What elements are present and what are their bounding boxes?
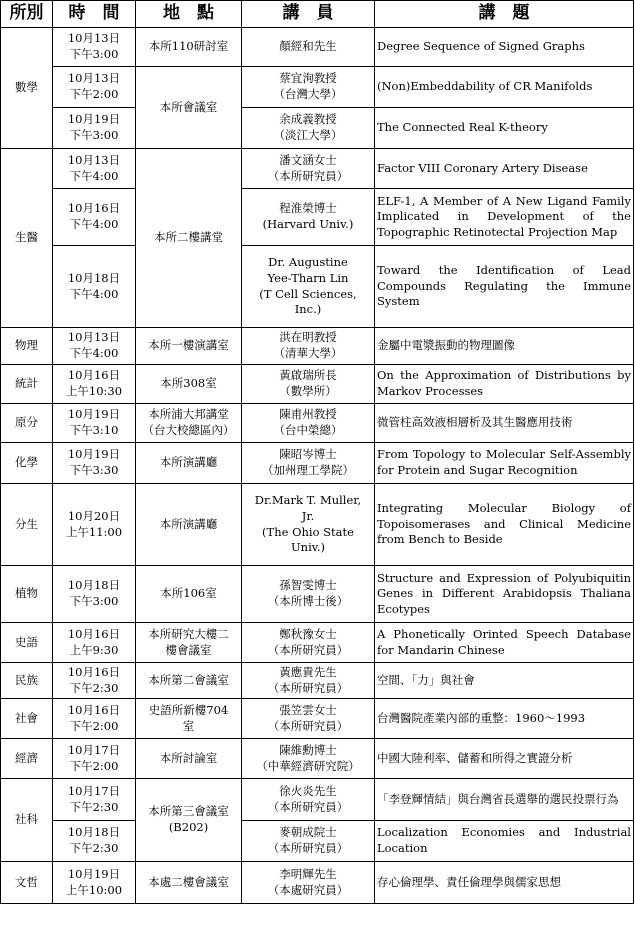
header-dept: 所別 (1, 1, 53, 28)
speaker-cell (242, 404, 375, 443)
text-line: （本所研究員） (267, 718, 349, 733)
text-line: 史語所新樓704 (148, 702, 229, 717)
title-cell: 存心倫理學、責任倫理學與儒家思想 (375, 862, 634, 904)
header-time: 時 間 (53, 1, 136, 28)
place-cell (136, 149, 242, 328)
text-line: 本所二樓講堂 (154, 230, 223, 245)
table-row (1, 67, 634, 108)
text-line: Dr. Augustine (268, 255, 348, 270)
table-row (1, 28, 634, 67)
time-cell (53, 566, 136, 623)
title-cell: 台灣醫院產業內部的重整：1960～1993 (375, 699, 634, 739)
dept-cell: 史語 (1, 623, 53, 663)
text-line: 下午4:00 (69, 286, 119, 301)
text-line: 10月19日 (67, 407, 121, 422)
text-line: 麥朝成院士 (279, 825, 337, 840)
dept-cell: 社會 (1, 699, 53, 739)
title-cell: The Connected Real K-theory (375, 108, 634, 149)
text-line: 徐火炎先生 (279, 783, 337, 798)
place-cell (136, 484, 242, 566)
text-line: 黃啟瑞所長 (279, 368, 337, 383)
text-line: 本所第三會議室 (148, 804, 229, 819)
text-line: 陳昭岑博士 (279, 447, 337, 462)
speaker-cell (242, 484, 375, 566)
text-line: (T Cell Sciences, (259, 286, 357, 301)
text-line: (B202) (168, 820, 209, 834)
text-line: 孫智雯博士 (279, 578, 337, 593)
text-line: 10月17日 (67, 783, 121, 798)
text-line: （本所研究員） (267, 841, 349, 855)
speaker-cell (242, 189, 375, 246)
table-row (1, 365, 634, 404)
title-cell: A Phonetically Orinted Speech Database for Mandarin Chinese (375, 623, 634, 663)
text-line: 10月13日 (67, 31, 121, 46)
text-line: 本所演講廳 (159, 455, 218, 470)
text-line: Yee-Tharn Lin (267, 270, 349, 285)
time-cell (53, 739, 136, 779)
time-cell (53, 149, 136, 189)
text-line: 下午2:00 (69, 758, 119, 773)
time-cell (53, 328, 136, 365)
table-row (1, 739, 634, 779)
speaker-cell (242, 663, 375, 699)
title-cell: On the Approximation of Distributions by Markov Processes (375, 365, 634, 404)
place-cell (136, 699, 242, 739)
place-cell (136, 28, 242, 67)
speaker-cell (242, 108, 375, 149)
title-cell: 微管柱高效液相層析及其生醫應用技術 (375, 404, 634, 443)
place-cell (136, 779, 242, 862)
title-cell: Integrating Molecular Biology of Topoisomerases and Clinical Medicine from Bench to Beside (375, 484, 634, 566)
dept-cell: 物理 (1, 328, 53, 365)
text-line: 鄭秋豫女士 (279, 626, 337, 641)
text-line: 下午3:00 (69, 47, 119, 61)
text-line: 下午3:00 (69, 594, 119, 608)
place-cell (136, 739, 242, 779)
time-cell (53, 663, 136, 699)
text-line: 10月20日 (67, 508, 121, 523)
text-line: 10月16日 (67, 664, 121, 679)
text-line: 下午2:30 (69, 680, 119, 695)
text-line: 樓會議室 (165, 642, 212, 657)
place-cell (136, 365, 242, 404)
text-line: 10月16日 (67, 201, 121, 216)
place-cell (136, 443, 242, 484)
text-line: 10月18日 (67, 825, 121, 840)
title-cell: 中國大陸利率、儲蓄和所得之實證分析 (375, 739, 634, 779)
speaker-cell (242, 566, 375, 623)
text-line: 余成義教授 (279, 112, 337, 127)
text-line: 潘文涵女士 (279, 152, 337, 167)
title-cell: 空間、「力」與社會 (375, 663, 634, 699)
place-cell (136, 862, 242, 904)
time-cell (53, 699, 136, 739)
text-line: 下午2:30 (69, 799, 119, 814)
text-line: 下午4:00 (69, 168, 119, 183)
dept-cell: 原分 (1, 404, 53, 443)
text-line: 蔡宜洵教授 (279, 71, 337, 86)
speaker-cell (242, 246, 375, 328)
time-cell (53, 821, 136, 862)
text-line: 本所討論室 (159, 750, 218, 765)
dept-cell: 植物 (1, 566, 53, 623)
speaker-cell (242, 443, 375, 484)
text-line: 10月19日 (67, 866, 121, 881)
text-line: 本所308室 (160, 376, 217, 391)
text-line: 10月19日 (67, 112, 121, 127)
text-line: 下午2:30 (69, 841, 119, 855)
speaker-cell (242, 821, 375, 862)
speaker-cell (242, 862, 375, 904)
text-line: 下午3:00 (69, 128, 119, 142)
text-line: 上午11:00 (65, 524, 123, 539)
table-row (1, 821, 634, 862)
text-line: （淡江大學） (273, 128, 343, 142)
table-row (1, 404, 634, 443)
title-cell: Localization Economies and Industrial Location (375, 821, 634, 862)
title-cell: (Non)Embeddability of CR Manifolds (375, 67, 634, 108)
text-line: 陳甫州教授 (279, 407, 337, 422)
dept-cell: 民族 (1, 663, 53, 699)
text-line: 上午10:00 (65, 882, 123, 897)
text-line: （加州理工學院） (262, 463, 354, 477)
speaker-cell (242, 28, 375, 67)
time-cell (53, 365, 136, 404)
dept-cell: 生醫 (1, 149, 53, 328)
text-line: 上午10:30 (65, 384, 123, 398)
table-row (1, 623, 634, 663)
title-cell: Factor VIII Coronary Artery Disease (375, 149, 634, 189)
dept-cell: 統計 (1, 365, 53, 404)
title-cell: Structure and Expression of Polyubiquitin Genes in Different Arabidopsis Thaliana Ecotypes (375, 566, 634, 623)
text-line: （本所研究員） (267, 642, 349, 657)
time-cell (53, 404, 136, 443)
table-row (1, 328, 634, 365)
table-row (1, 779, 634, 821)
text-line: 張笠雲女士 (279, 702, 337, 717)
table-row (1, 862, 634, 904)
table-row (1, 699, 634, 739)
text-line: 10月16日 (67, 702, 121, 717)
text-line: 本所浦大邦講堂 (148, 407, 229, 422)
text-line: 10月13日 (67, 152, 121, 167)
speaker-cell (242, 365, 375, 404)
text-line: 顏經和先生 (279, 39, 337, 54)
speaker-cell (242, 328, 375, 365)
place-cell (136, 404, 242, 443)
text-line: 本所會議室 (159, 99, 218, 114)
text-line: Inc.) (294, 302, 322, 317)
text-line: （數學所） (279, 384, 337, 398)
text-line: 10月17日 (67, 742, 121, 757)
text-line: (Harvard Univ.) (262, 217, 354, 231)
text-line: （本所博士後） (267, 594, 349, 608)
title-cell: Toward the Identification of Lead Compounds Regulating the Immune System (375, 246, 634, 328)
speaker-cell (242, 67, 375, 108)
time-cell (53, 862, 136, 904)
table-row (1, 484, 634, 566)
text-line: 10月18日 (67, 270, 121, 285)
speaker-cell (242, 739, 375, 779)
table-row (1, 149, 634, 189)
text-line: （中華經濟研究院） (256, 758, 360, 773)
text-line: 本所106室 (160, 586, 217, 601)
dept-cell: 經濟 (1, 739, 53, 779)
text-line: 本處二樓會議室 (148, 874, 229, 889)
dept-cell: 化學 (1, 443, 53, 484)
text-line: （台大校總區內） (142, 423, 235, 437)
time-cell (53, 484, 136, 566)
text-line: （本所研究員） (267, 799, 349, 814)
dept-cell: 社科 (1, 779, 53, 862)
text-line: 本所研究大樓二 (148, 626, 229, 641)
header-place: 地 點 (136, 1, 242, 28)
title-cell: From Topology to Molecular Self-Assembly for Protein and Sugar Recognition (375, 443, 634, 484)
title-cell: ELF-1, A Member of A New Ligand Family Implicated in Development of the Topographic Retinotectal Projection Map (375, 189, 634, 246)
table-row (1, 663, 634, 699)
text-line: 室 (182, 718, 195, 733)
text-line: Dr.Mark T. Muller, (254, 493, 362, 508)
header-speaker: 講 員 (242, 1, 375, 28)
speaker-cell (242, 699, 375, 739)
text-line: 10月16日 (67, 368, 121, 383)
place-cell (136, 623, 242, 663)
speaker-cell (242, 149, 375, 189)
text-line: 10月13日 (67, 71, 121, 86)
dept-cell: 數學 (1, 28, 53, 149)
time-cell (53, 28, 136, 67)
text-line: 黃應貴先生 (279, 664, 337, 679)
table-row (1, 108, 634, 149)
header-row (1, 1, 634, 28)
schedule-body (1, 28, 634, 904)
text-line: Jr. (301, 508, 315, 523)
dept-cell: 文哲 (1, 862, 53, 904)
place-cell (136, 328, 242, 365)
text-line: 下午2:00 (69, 87, 119, 101)
text-line: 本所一樓演講室 (148, 338, 229, 353)
time-cell (53, 623, 136, 663)
text-line: （台灣大學） (273, 87, 343, 101)
title-cell: Degree Sequence of Signed Graphs (375, 28, 634, 67)
time-cell (53, 443, 136, 484)
time-cell (53, 108, 136, 149)
text-line: 本所演講廳 (159, 516, 218, 531)
text-line: 下午3:10 (69, 423, 119, 437)
text-line: 10月16日 (67, 626, 121, 641)
text-line: （清華大學） (273, 346, 343, 360)
text-line: 10月13日 (67, 330, 121, 345)
text-line: 陳維勳博士 (279, 742, 337, 757)
text-line: 洪在明教授 (279, 330, 337, 345)
time-cell (53, 189, 136, 246)
text-line: （本所研究員） (267, 680, 349, 695)
table-row (1, 443, 634, 484)
table-row (1, 246, 634, 328)
text-line: 李明輝先生 (279, 866, 337, 881)
header-title: 講 題 (375, 1, 634, 28)
text-line: Univ.) (290, 540, 326, 555)
text-line: 本所110研討室 (148, 39, 229, 54)
table-row (1, 566, 634, 623)
place-cell (136, 663, 242, 699)
text-line: （台中榮總） (273, 423, 343, 437)
time-cell (53, 779, 136, 821)
text-line: 下午3:30 (69, 463, 119, 477)
text-line: 本所第二會議室 (148, 672, 229, 687)
place-cell (136, 67, 242, 149)
dept-cell: 分生 (1, 484, 53, 566)
text-line: 下午2:00 (69, 718, 119, 733)
text-line: 10月18日 (67, 578, 121, 593)
text-line: 程淮榮博士 (279, 201, 337, 216)
text-line: 下午4:00 (69, 346, 119, 360)
text-line: （本所研究員） (267, 168, 349, 183)
speaker-cell (242, 623, 375, 663)
time-cell (53, 67, 136, 108)
text-line: 上午9:30 (69, 642, 119, 657)
text-line: 下午4:00 (69, 217, 119, 231)
text-line: (The Ohio State (262, 524, 354, 539)
table-row (1, 189, 634, 246)
speaker-cell (242, 779, 375, 821)
text-line: （本處研究員） (267, 882, 349, 897)
title-cell: 金屬中電漿振動的物理圖像 (375, 328, 634, 365)
time-cell (53, 246, 136, 328)
text-line: 10月19日 (67, 447, 121, 462)
place-cell (136, 566, 242, 623)
title-cell: 「李登輝情結」與台灣省長選舉的選民投票行為 (375, 779, 634, 821)
